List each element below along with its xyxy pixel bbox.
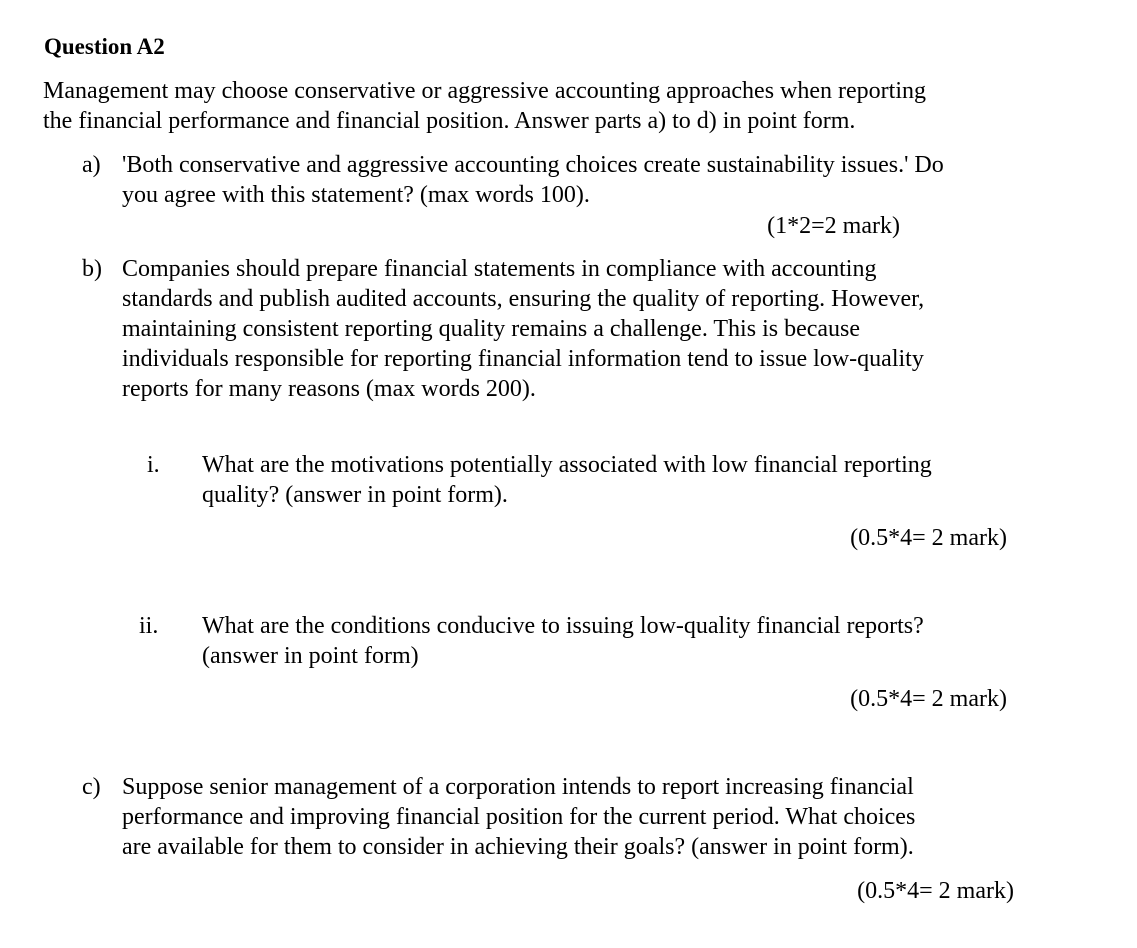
part-c-marks: (0.5*4= 2 mark) (857, 878, 1014, 904)
part-c-line: performance and improving financial position for the current period. What choices (122, 804, 916, 830)
part-b-line: Companies should prepare financial statements in compliance with accounting (122, 256, 877, 282)
part-b-line: reports for many reasons (max words 200). (122, 376, 536, 402)
part-b-ii-line: (answer in point form) (202, 643, 419, 669)
part-b-label: b) (82, 256, 102, 282)
part-b-i-line: quality? (answer in point form). (202, 482, 508, 508)
part-b-i-line: What are the motivations potentially associated with low financial reporting (202, 452, 932, 478)
part-a-label: a) (82, 152, 101, 178)
question-title: Question A2 (44, 34, 165, 59)
part-b-line: standards and publish audited accounts, ensuring the quality of reporting. However, (122, 286, 925, 312)
part-a-marks: (1*2=2 mark) (767, 213, 900, 239)
part-b-ii-marks: (0.5*4= 2 mark) (850, 686, 1007, 712)
part-a-line: you agree with this statement? (max words 100). (122, 182, 590, 208)
part-b-line: individuals responsible for reporting financial information tend to issue low-quality (122, 346, 924, 372)
part-a-line: 'Both conservative and aggressive accounting choices create sustainability issues.' Do (122, 152, 944, 178)
part-c-label: c) (82, 774, 101, 800)
part-b-ii-line: What are the conditions conducive to issuing low-quality financial reports? (202, 613, 924, 639)
part-c-line: are available for them to consider in achieving their goals? (answer in point form). (122, 834, 914, 860)
part-b-ii-label: ii. (139, 613, 159, 639)
intro-line: the financial performance and financial position. Answer parts a) to d) in point form. (43, 108, 856, 134)
part-c-line: Suppose senior management of a corporation intends to report increasing financial (122, 774, 914, 800)
part-b-line: maintaining consistent reporting quality remains a challenge. This is because (122, 316, 861, 342)
part-b-i-marks: (0.5*4= 2 mark) (850, 525, 1007, 551)
intro-line: Management may choose conservative or aggressive accounting approaches when reporting (43, 78, 927, 104)
part-b-i-label: i. (147, 452, 160, 478)
